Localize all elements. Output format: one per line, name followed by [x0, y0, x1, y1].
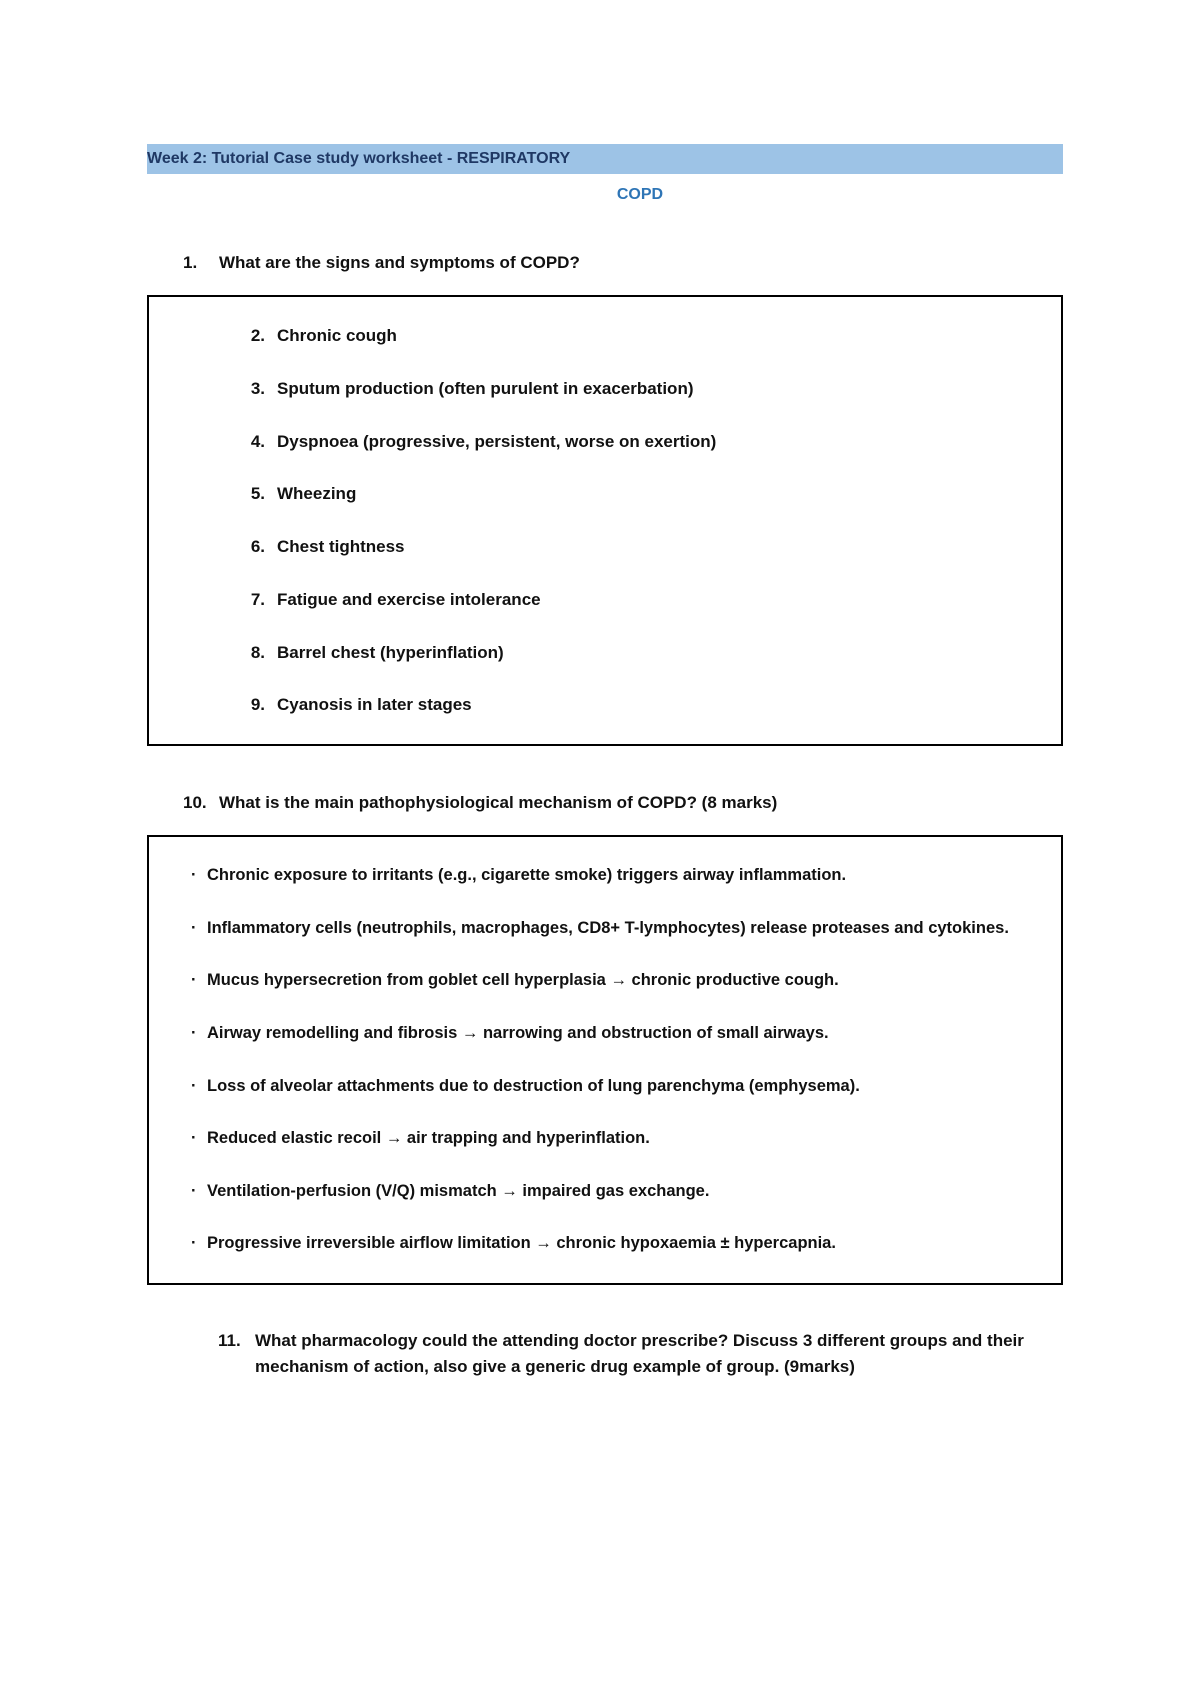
- question-text: What are the signs and symptoms of COPD?: [219, 253, 580, 272]
- list-item: · Ventilation-perfusion (V/Q) mismatch → impaired gas exchange.: [191, 1182, 710, 1200]
- question-number: 10.: [183, 793, 207, 812]
- list-item: · Reduced elastic recoil → air trapping and hyperinflation.: [191, 1129, 650, 1147]
- list-item: 9. Cyanosis in later stages: [250, 695, 472, 714]
- list-item: 3. Sputum production (often purulent in exacerbation): [250, 379, 694, 398]
- list-item: · Mucus hypersecretion from goblet cell hyperplasia → chronic productive cough.: [191, 971, 839, 989]
- list-item: 2. Chronic cough: [250, 326, 397, 345]
- worksheet-title: Week 2: Tutorial Case study worksheet - RESPIRATORY: [147, 150, 571, 167]
- question-10: [183, 790, 777, 816]
- question-11: [218, 1328, 1058, 1380]
- question-number: 1.: [183, 253, 198, 272]
- topic-subtitle: COPD: [616, 186, 664, 203]
- list-item: · Progressive irreversible airflow limitation → chronic hypoxaemia ± hypercapnia.: [191, 1234, 836, 1252]
- list-item: · Chronic exposure to irritants (e.g., cigarette smoke) triggers airway inflammation.: [191, 866, 847, 884]
- list-item: 4. Dyspnoea (progressive, persistent, worse on exertion): [250, 432, 717, 451]
- question-number: 11.: [218, 1331, 241, 1350]
- answer-box-signs-symptoms: [147, 295, 1063, 746]
- question-text: What is the main pathophysiological mechanism of COPD? (8 marks): [219, 793, 778, 812]
- list-item: 5. Wheezing: [250, 484, 357, 503]
- list-item: · Airway remodelling and fibrosis → narrowing and obstruction of small airways.: [191, 1024, 829, 1042]
- list-item: 8. Barrel chest (hyperinflation): [250, 643, 504, 662]
- answer-box-pathophysiology: [147, 835, 1063, 1285]
- list-item: · Loss of alveolar attachments due to destruction of lung parenchyma (emphysema).: [191, 1077, 860, 1095]
- list-item: · Inflammatory cells (neutrophils, macrophages, CD8+ T-lymphocytes) release proteases and cytokines.: [191, 919, 1009, 937]
- list-item: 6. Chest tightness: [250, 537, 405, 556]
- question-text: What pharmacology could the attending doctor prescribe? Discuss 3 different groups and their mechanism of action, also give a generic drug example of group. (9marks): [255, 1331, 1024, 1376]
- worksheet-title-bar: [147, 144, 1063, 174]
- list-item: 7. Fatigue and exercise intolerance: [250, 590, 541, 609]
- question-1: [183, 250, 580, 276]
